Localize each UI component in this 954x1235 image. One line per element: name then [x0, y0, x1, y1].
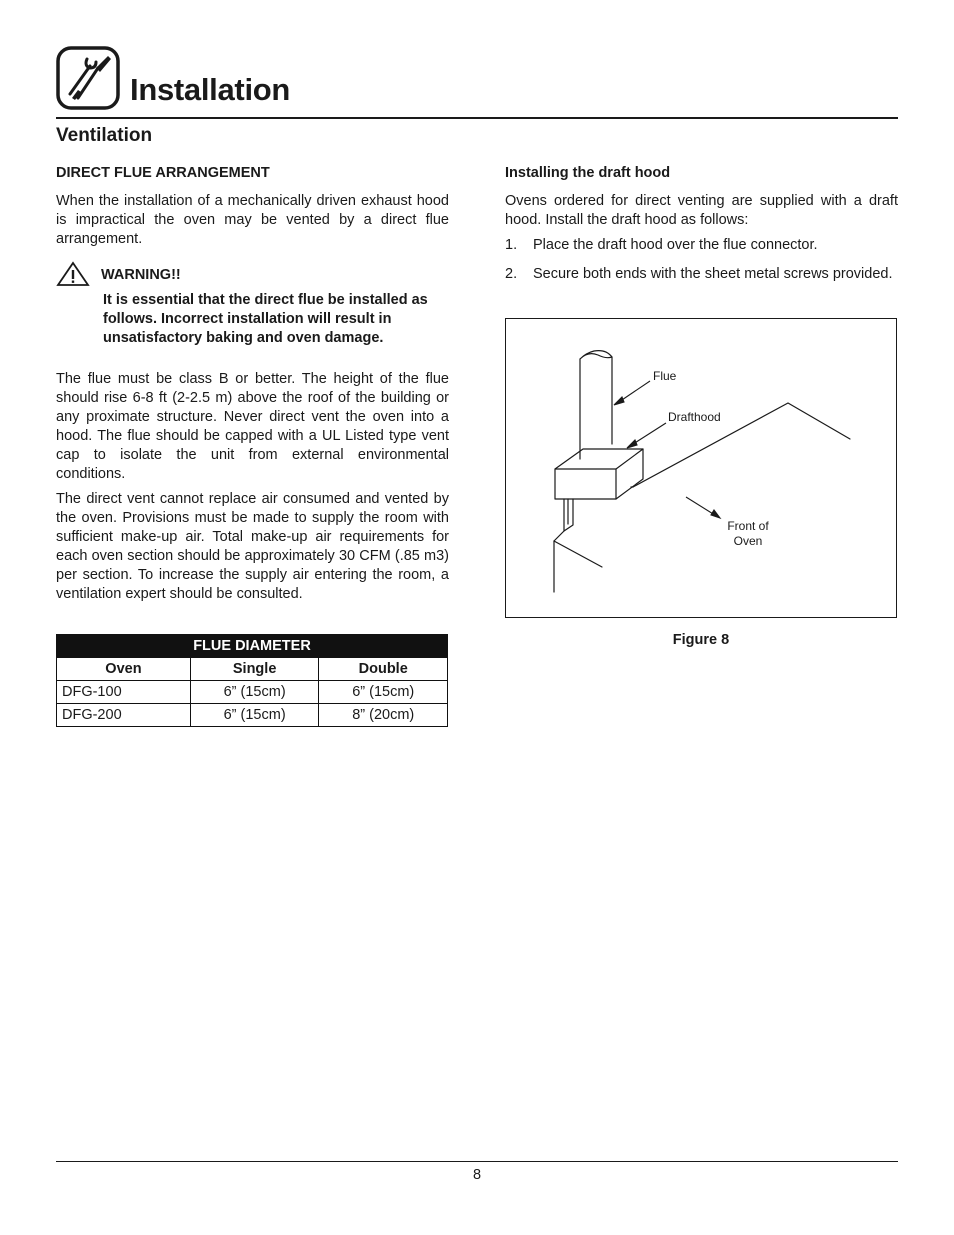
draft-hood-intro: Ovens ordered for direct venting are supplied with a draft hood. Install the draft hood as follows: [505, 193, 898, 228]
header-divider [56, 117, 898, 119]
flue-requirements-paragraph: The flue must be class B or better. The height of the flue should rise 6-8 ft (2-2.5 m) above the roof of the building or any proximate structure. Never direct vent the oven into a hood. The flue should be capped with a UL Listed type vent cap to isolate the unit from external environmental conditions. [56, 371, 449, 482]
draft-hood-diagram [506, 319, 896, 617]
installation-steps [505, 236, 898, 284]
list-item [505, 236, 898, 255]
table-cell: 6” (15cm) [319, 681, 448, 704]
flue-diameter-table [56, 634, 448, 727]
right-column [505, 164, 898, 294]
flue-label: Flue [653, 369, 677, 383]
table-cell: 6” (15cm) [190, 704, 319, 727]
warning-triangle-icon [56, 261, 90, 287]
front-of-oven-line2: Oven [733, 534, 763, 548]
table-title: FLUE DIAMETER [57, 635, 448, 658]
column-header-single: Single [190, 658, 319, 681]
table-cell: DFG-100 [57, 681, 191, 704]
front-of-oven-label [720, 519, 776, 549]
table-row [57, 704, 448, 727]
draft-hood-subhead: Installing the draft hood [505, 165, 671, 181]
column-header-double: Double [319, 658, 448, 681]
warning-block [56, 261, 449, 357]
figure-8 [505, 318, 897, 618]
footer-divider [56, 1161, 898, 1162]
make-up-air-paragraph: The direct vent cannot replace air consumed and vented by the oven. Provisions must be made to supply the room with sufficient make-up air. Total make-up air requirements for each oven section should be approximately 30 CFM (.85 m3) per section. To increase the supply air entering the room, a ventilation expert should be consulted. [56, 491, 449, 602]
table-row [57, 681, 448, 704]
table-cell: 6” (15cm) [190, 681, 319, 704]
direct-flue-subhead: DIRECT FLUE ARRANGEMENT [56, 165, 270, 181]
step-number: 1. [505, 237, 518, 253]
section-title: Ventilation [56, 125, 153, 146]
front-of-oven-line1: Front of [727, 519, 769, 533]
page-title: Installation [130, 72, 291, 107]
warning-title: WARNING!! [101, 267, 181, 283]
direct-flue-intro: When the installation of a mechanically driven exhaust hood is impractical the oven may be vented by a direct flue arrangement. [56, 193, 449, 247]
table-cell: 8” (20cm) [319, 704, 448, 727]
drafthood-label: Drafthood [668, 410, 721, 424]
table-cell: DFG-200 [57, 704, 191, 727]
wrench-screwdriver-icon [56, 46, 120, 110]
page-number: 8 [472, 1167, 482, 1183]
column-header-oven: Oven [57, 658, 191, 681]
figure-caption: Figure 8 [672, 632, 730, 648]
warning-text: It is essential that the direct flue be installed as follows. Incorrect installation will result in unsatisfactory baking and oven damage. [103, 292, 428, 346]
left-column [56, 164, 449, 610]
step-number: 2. [505, 266, 518, 282]
step-text: Secure both ends with the sheet metal screws provided. [533, 266, 893, 282]
step-text: Place the draft hood over the flue connector. [533, 237, 818, 253]
list-item [505, 265, 898, 284]
